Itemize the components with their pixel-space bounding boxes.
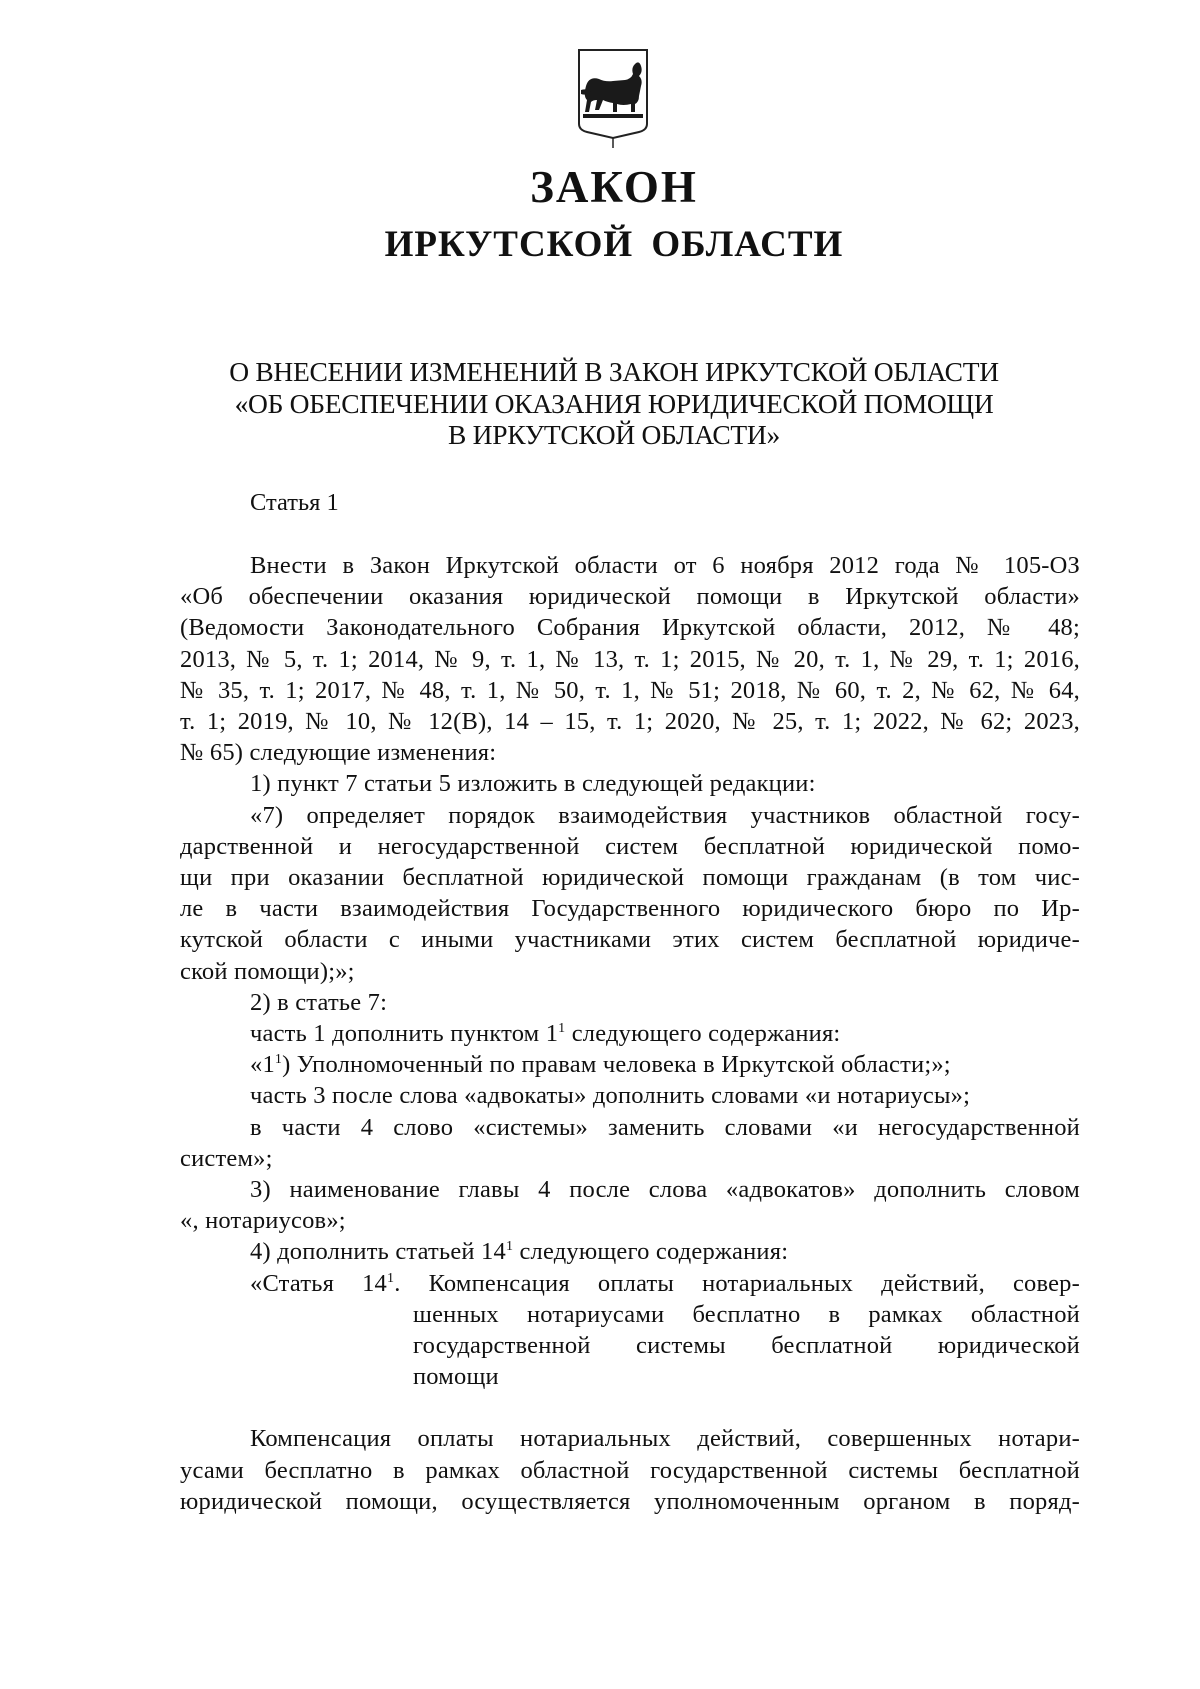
subtitle-line: «ОБ ОБЕСПЕЧЕНИИ ОКАЗАНИЯ ЮРИДИЧЕСКОЙ ПОМОЩИ <box>234 387 994 419</box>
body-line: (Ведомости Законодательного Собрания Иркутской области, 2012, № 48; <box>180 614 1080 642</box>
subtitle-line: В ИРКУТСКОЙ ОБЛАСТИ» <box>448 419 780 450</box>
new-article-heading-cont: государственной системы бесплатной юридической <box>413 1332 1080 1360</box>
quote-line: ле в части взаимодействия Государственного юридического бюро по Ир- <box>180 895 1080 923</box>
body-line: 2013, № 5, т. 1; 2014, № 9, т. 1, № 13, т. 1; 2015, № 20, т. 1, № 29, т. 1; 2016, <box>180 645 1080 673</box>
quote-line: ской помощи);»; <box>180 957 355 985</box>
item-2-part-1: часть 1 дополнить пунктом $1^1$ следующего содержания: <box>250 1020 841 1048</box>
subtitle-line: О ВНЕСЕНИИ ИЗМЕНЕНИЙ В ЗАКОН ИРКУТСКОЙ ОБЛАСТИ <box>229 356 999 387</box>
final-paragraph-line: Компенсация оплаты нотариальных действий, совершенных нотари- <box>250 1425 1080 1453</box>
body-line: № 35, т. 1; 2017, № 48, т. 1, № 50, т. 1, № 51; 2018, № 60, т. 2, № 62, № 64, <box>180 676 1080 704</box>
quote-line: щи при оказании бесплатной юридической помощи гражданам (в том чис- <box>180 864 1080 892</box>
item-4: 4) дополнить статьей $14^1$ следующего содержания: <box>250 1238 789 1266</box>
item-2: 2) в статье 7: <box>250 988 388 1016</box>
quote-line: дарственной и негосударственной систем бесплатной юридической помо- <box>180 832 1080 860</box>
coat-of-arms-icon <box>573 46 653 150</box>
new-article-heading: «Статья $14^1$. Компенсация оплаты нотариальных действий, совер- <box>250 1269 1080 1297</box>
body-line: т. 1; 2019, № 10, № 12(В), 14 – 15, т. 1; 2020, № 25, т. 1; 2022, № 62; 2023, <box>180 708 1080 736</box>
item-3-cont: «, нотариусов»; <box>180 1207 346 1235</box>
quote-line: кутской области с иными участниками этих систем бесплатной юридиче- <box>180 926 1080 954</box>
item-2-part-4-cont: систем»; <box>180 1144 273 1172</box>
body-line: № 65) следующие изменения: <box>180 739 497 767</box>
new-article-heading-cont: шенных нотариусами бесплатно в рамках областной <box>413 1300 1080 1328</box>
article-heading: Статья 1 <box>250 489 339 516</box>
law-subtitle <box>0 356 1200 451</box>
quote-line: «7) определяет порядок взаимодействия участников областной госу- <box>250 801 1080 829</box>
body-line: «Об обеспечении оказания юридической помощи в Иркутской области» <box>180 583 1080 611</box>
item-2-part-3: часть 3 после слова «адвокаты» дополнить словами «и нотариусы»; <box>250 1082 971 1110</box>
item-3: 3) наименование главы 4 после слова «адвокатов» дополнить словом <box>250 1176 1080 1204</box>
final-paragraph-line: усами бесплатно в рамках областной государственной системы бесплатной <box>180 1456 1080 1484</box>
item-2-new-point: «$1^1$) Уполномоченный по правам человека в Иркутской области;»; <box>250 1051 951 1079</box>
item-1: 1) пункт 7 статьи 5 изложить в следующей редакции: <box>250 770 816 798</box>
body-line: Внести в Закон Иркутской области от 6 ноября 2012 года № 105-ОЗ <box>250 552 1080 579</box>
final-paragraph-line: юридической помощи, осуществляется уполномоченным органом в поряд- <box>180 1487 1080 1515</box>
article-body <box>180 550 1080 1517</box>
item-2-part-4: в части 4 слово «системы» заменить словами «и негосударственной <box>250 1113 1080 1141</box>
document-title-region: ИРКУТСКОЙ ОБЛАСТИ <box>384 224 844 265</box>
new-article-heading-cont: помощи <box>413 1363 499 1391</box>
document-title: ЗАКОН <box>530 162 698 212</box>
